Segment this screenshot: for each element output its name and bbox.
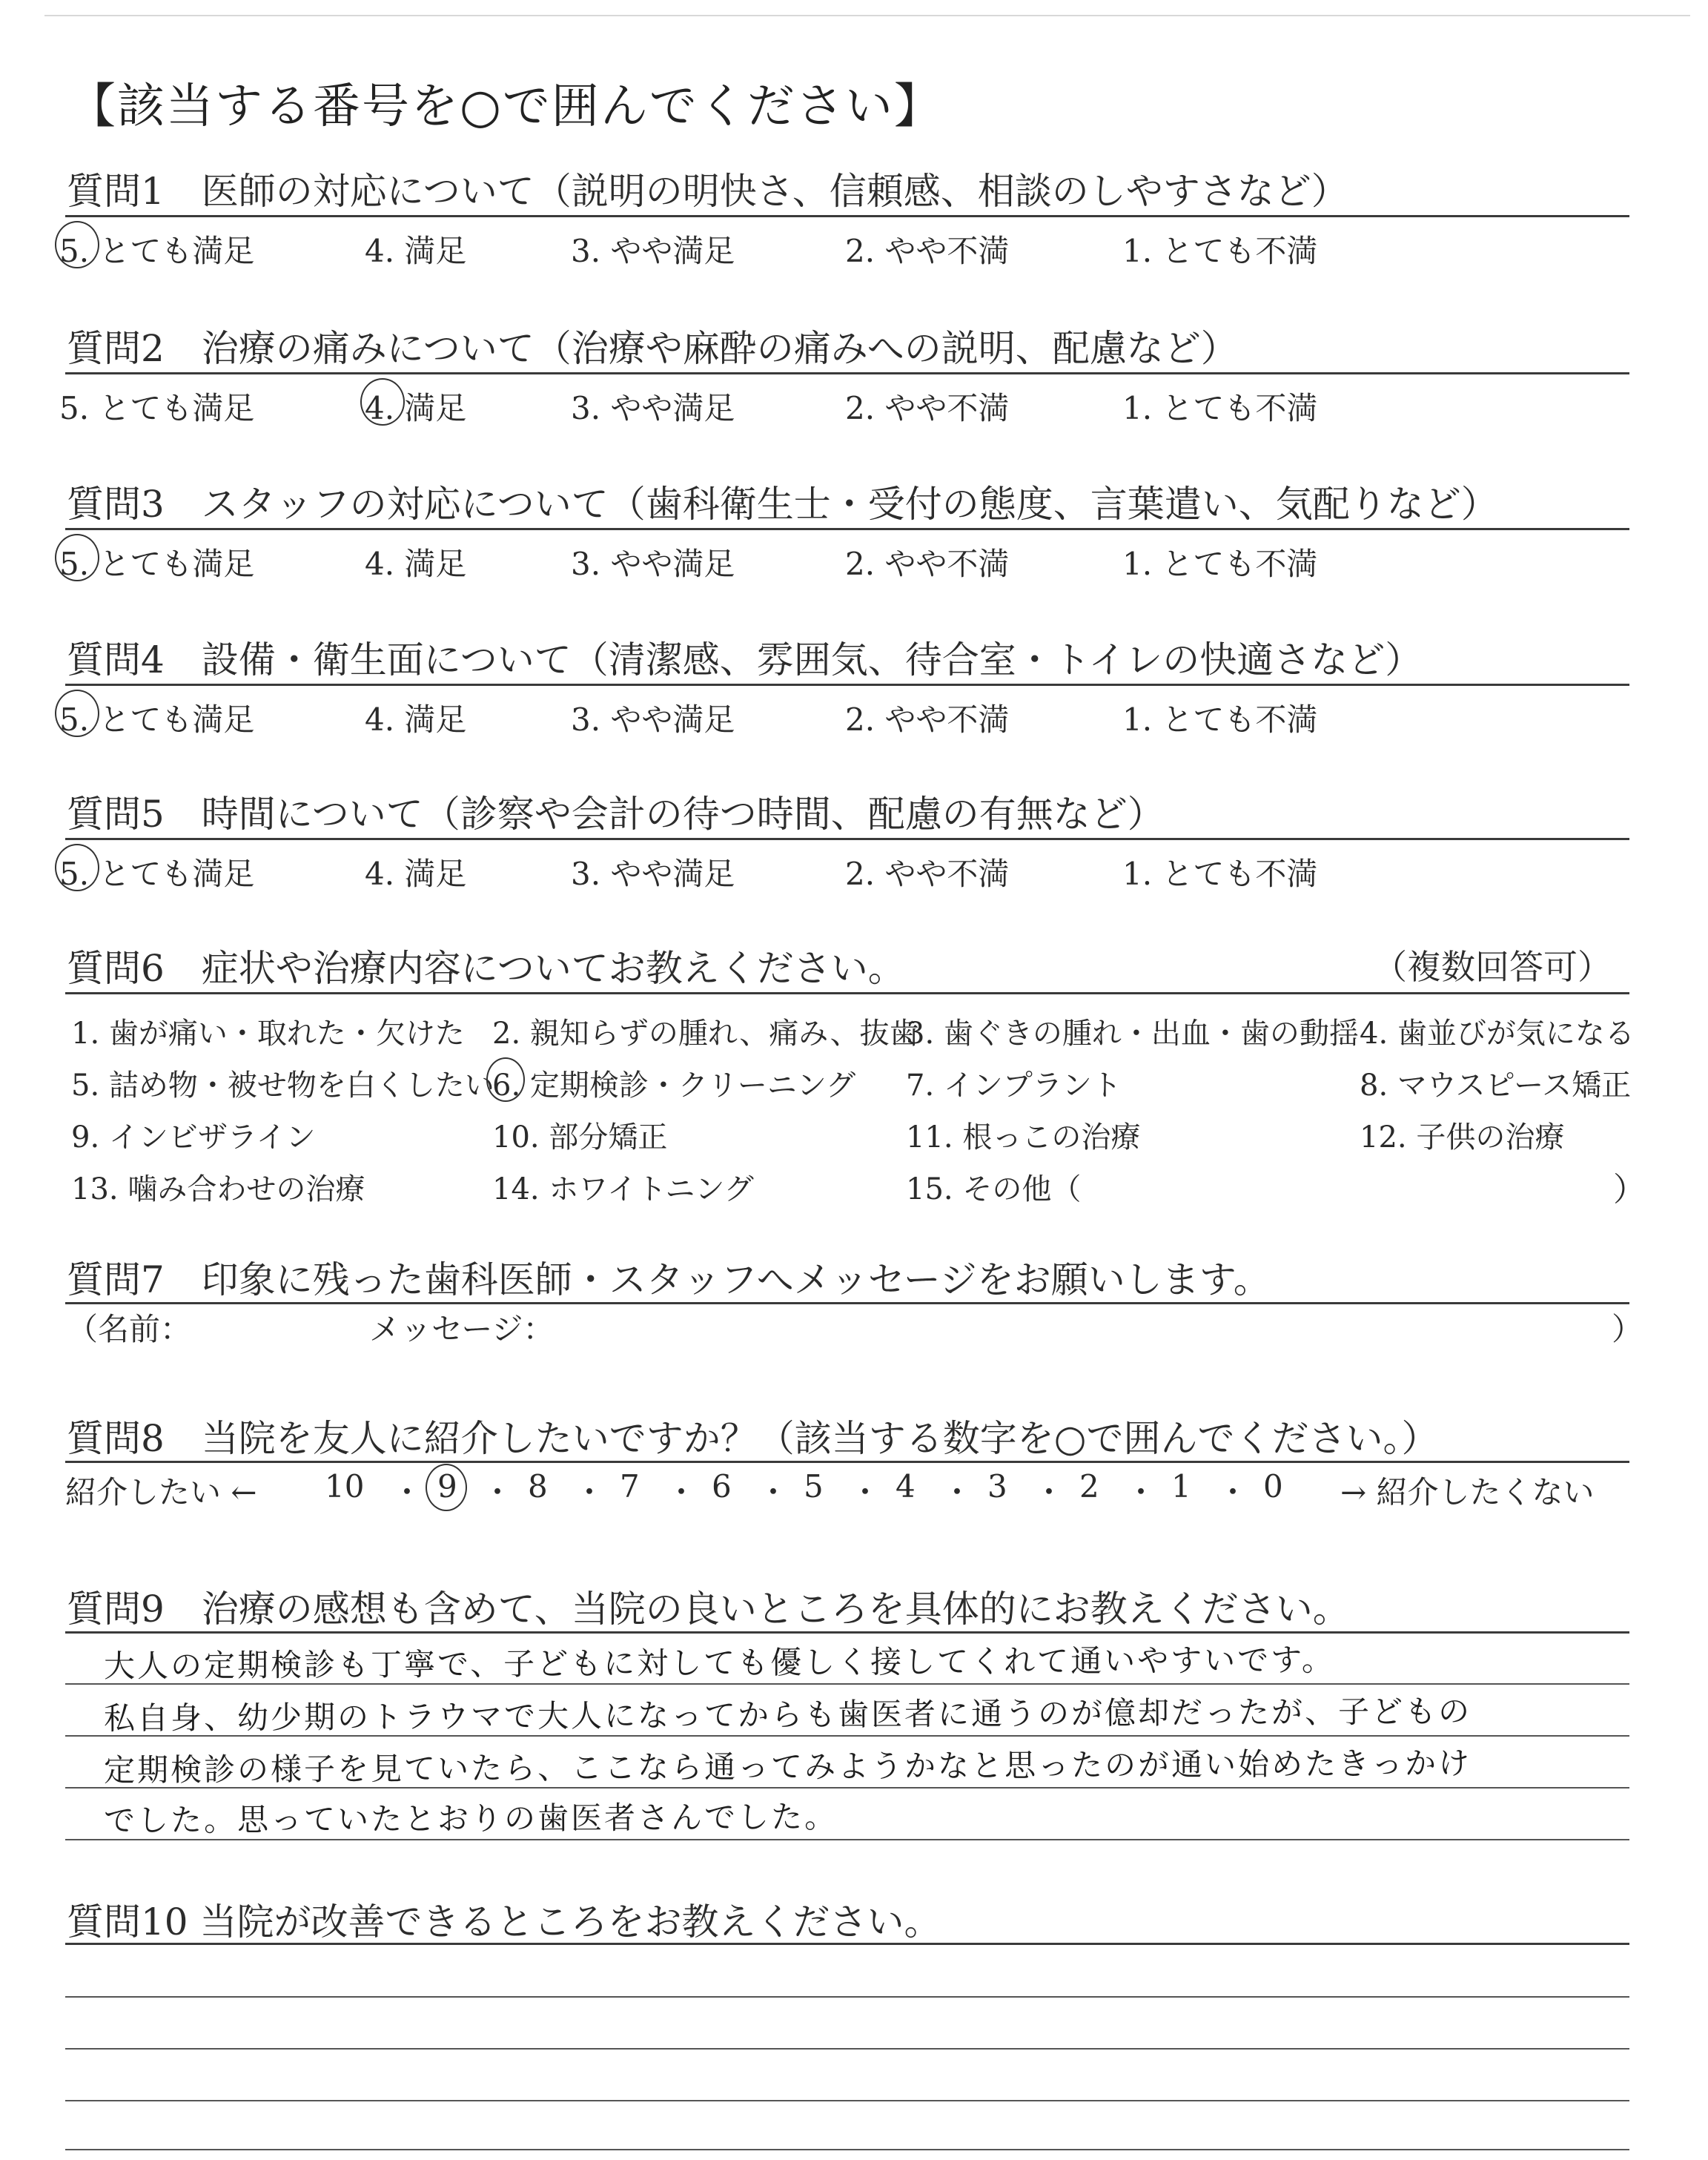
q10-title: 質問10 当院が改善できるところをお教えください。: [67, 1900, 941, 1943]
q8-rule: [65, 1461, 1629, 1463]
q3-option-5[interactable]: 5. とても満足: [59, 540, 254, 584]
scale-dot: ・: [1217, 1474, 1249, 1510]
q1-option-2[interactable]: 2. やや不満: [845, 233, 1010, 269]
q7-close-paren: ）: [1612, 1311, 1644, 1347]
q6-title: 質問6 症状や治療内容についてお教えください。: [67, 947, 905, 990]
scale-6[interactable]: 6: [712, 1468, 732, 1505]
q10-answer-rule[interactable]: [65, 1996, 1629, 1998]
q6-rule: [65, 992, 1629, 994]
q2-option-1[interactable]: 1. とても不満: [1122, 390, 1318, 426]
scale-right-label: → 紹介したくない: [1340, 1474, 1595, 1510]
scale-left-label: 紹介したい ←: [65, 1474, 257, 1510]
q3-title: 質問3 スタッフの対応について（歯科衛生士・受付の態度、言葉遣い、気配りなど）: [67, 483, 1498, 526]
q7-name-label: （名前：: [67, 1311, 192, 1347]
other-close-paren: ）: [1613, 1171, 1646, 1209]
q5-option-4[interactable]: 4. 満足: [365, 856, 467, 892]
q7-rule: [65, 1302, 1629, 1304]
q5-option-1[interactable]: 1. とても不満: [1122, 856, 1318, 892]
q5-option-5[interactable]: 5. とても満足: [59, 850, 254, 894]
q1-title: 質問1 医師の対応について（説明の明快さ、信頼感、相談のしやすさなど）: [67, 170, 1348, 213]
q2-option-3[interactable]: 3. やや満足: [571, 390, 735, 426]
scale-dot: ・: [941, 1474, 973, 1510]
scale-dot: ・: [850, 1474, 881, 1510]
q3-rule: [65, 528, 1629, 530]
q9-answer-rule: [65, 1683, 1629, 1685]
symptom-option-10[interactable]: 10. 部分矯正: [492, 1120, 668, 1155]
q5-option-3[interactable]: 3. やや満足: [571, 856, 735, 892]
symptom-option-1[interactable]: 1. 歯が痛い・取れた・欠けた: [71, 1017, 465, 1051]
q10-answer-rule[interactable]: [65, 2149, 1629, 2150]
scale-1[interactable]: 1: [1171, 1468, 1191, 1505]
symptom-option-9[interactable]: 9. インビザライン: [71, 1120, 316, 1155]
q1-options: [59, 227, 1646, 279]
q9-answer-rule: [65, 1735, 1629, 1737]
q7-title: 質問7 印象に残った歯科医師・スタッフへメッセージをお願いします。: [67, 1258, 1271, 1301]
symptom-option-15-other[interactable]: 15. その他（: [906, 1172, 1082, 1206]
q2-title: 質問2 治療の痛みについて（治療や麻酔の痛みへの説明、配慮など）: [67, 327, 1238, 370]
q9-answer-rule: [65, 1787, 1629, 1789]
q6-symptom-grid: [71, 1010, 1646, 1232]
q3-option-1[interactable]: 1. とても不満: [1122, 546, 1318, 582]
q8-recommend-scale: [65, 1468, 1644, 1520]
q3-option-2[interactable]: 2. やや不満: [845, 546, 1010, 582]
scale-3[interactable]: 3: [987, 1468, 1007, 1505]
q10-rule: [65, 1943, 1629, 1945]
q4-rule: [65, 684, 1629, 686]
q9-answer-line-2: 私自身、幼少期のトラウマで大人になってからも歯医者に通うのが億却だったが、子どもの: [103, 1693, 1472, 1737]
q10-answer-rule[interactable]: [65, 2100, 1629, 2101]
q1-option-1[interactable]: 1. とても不満: [1122, 233, 1318, 269]
q9-rule: [65, 1631, 1629, 1634]
scale-dot: ・: [758, 1474, 790, 1510]
scale-9[interactable]: 9: [437, 1468, 457, 1505]
q5-option-2[interactable]: 2. やや不満: [845, 856, 1010, 892]
q1-option-3[interactable]: 3. やや満足: [571, 233, 735, 269]
scale-dot: ・: [666, 1474, 698, 1510]
q9-answer-line-3: 定期検診の様子を見ていたら、ここなら通ってみようかなと思ったのが通い始めたきっかけ: [103, 1745, 1472, 1789]
scale-5[interactable]: 5: [804, 1468, 824, 1505]
symptom-option-2[interactable]: 2. 親知らずの腫れ、痛み、抜歯: [492, 1017, 919, 1051]
q3-options: [59, 540, 1646, 592]
q5-title: 質問5 時間について（診察や会計の待つ時間、配慮の有無など）: [67, 793, 1165, 836]
q7-message-label: メッセージ：: [369, 1311, 555, 1347]
scale-dot: ・: [482, 1474, 514, 1510]
symptom-option-8[interactable]: 8. マウスピース矯正: [1360, 1069, 1632, 1103]
symptom-option-7[interactable]: 7. インプラント: [906, 1069, 1122, 1103]
symptom-option-6[interactable]: 6. 定期検診・クリーニング: [492, 1062, 855, 1104]
scale-7[interactable]: 7: [620, 1468, 640, 1505]
q1-option-4[interactable]: 4. 満足: [365, 233, 467, 269]
scale-4[interactable]: 4: [896, 1468, 916, 1505]
scale-dot: ・: [574, 1474, 606, 1510]
q3-option-4[interactable]: 4. 満足: [365, 546, 467, 582]
q4-options: [59, 696, 1646, 747]
q5-options: [59, 850, 1646, 902]
q4-option-5[interactable]: 5. とても満足: [59, 696, 254, 740]
q1-rule: [65, 215, 1629, 217]
q10-answer-rule[interactable]: [65, 2048, 1629, 2050]
q9-title: 質問9 治療の感想も含めて、当院の良いところを具体的にお教えください。: [67, 1588, 1350, 1631]
q8-title: 質問8 当院を友人に紹介したいですか？（該当する数字を○で囲んでください。）: [67, 1417, 1439, 1460]
q4-option-4[interactable]: 4. 満足: [365, 701, 467, 738]
symptom-option-4[interactable]: 4. 歯並びが気になる: [1360, 1017, 1635, 1051]
q2-rule: [65, 372, 1629, 374]
q4-option-2[interactable]: 2. やや不満: [845, 701, 1010, 738]
q1-option-5[interactable]: 5. とても満足: [59, 227, 254, 271]
q2-options: [59, 384, 1646, 436]
q4-option-3[interactable]: 3. やや満足: [571, 701, 735, 738]
q2-option-2[interactable]: 2. やや不満: [845, 390, 1010, 426]
q4-title: 質問4 設備・衛生面について（清潔感、雰囲気、待合室・トイレの快適さなど）: [67, 638, 1423, 681]
scale-10[interactable]: 10: [325, 1468, 365, 1505]
scale-8[interactable]: 8: [528, 1468, 548, 1505]
symptom-option-12[interactable]: 12. 子供の治療: [1360, 1120, 1565, 1155]
q6-multi-note: （複数回答可）: [1373, 947, 1612, 987]
q9-answer-line-4: でした。思っていたとおりの歯医者さんでした。: [103, 1798, 838, 1839]
q9-answer-line-1: 大人の定期検診も丁寧で、子どもに対しても優しく接してくれて通いやすいです。: [103, 1641, 1335, 1685]
symptom-option-13[interactable]: 13. 噛み合わせの治療: [71, 1172, 365, 1206]
scale-2[interactable]: 2: [1079, 1468, 1099, 1505]
instruction-header: 【該当する番号を○で囲んでください】: [68, 79, 943, 134]
scale-dot: ・: [391, 1474, 423, 1510]
q3-option-3[interactable]: 3. やや満足: [571, 546, 735, 582]
symptom-option-3[interactable]: 3. 歯ぐきの腫れ・出血・歯の動揺: [906, 1017, 1359, 1051]
scale-dot: ・: [1125, 1474, 1157, 1510]
q2-option-4[interactable]: 4. 満足: [365, 384, 466, 429]
symptom-option-14[interactable]: 14. ホワイトニング: [492, 1172, 754, 1206]
q5-rule: [65, 838, 1629, 840]
scale-0[interactable]: 0: [1263, 1468, 1283, 1505]
q9-answer-rule: [65, 1839, 1629, 1840]
q2-option-5[interactable]: 5. とても満足: [59, 390, 255, 426]
top-border: [44, 15, 1690, 16]
symptom-option-11[interactable]: 11. 根っこの治療: [906, 1120, 1141, 1155]
q4-option-1[interactable]: 1. とても不満: [1122, 701, 1318, 738]
scale-dot: ・: [1033, 1474, 1065, 1510]
symptom-option-5[interactable]: 5. 詰め物・被せ物を白くしたい: [71, 1069, 494, 1103]
